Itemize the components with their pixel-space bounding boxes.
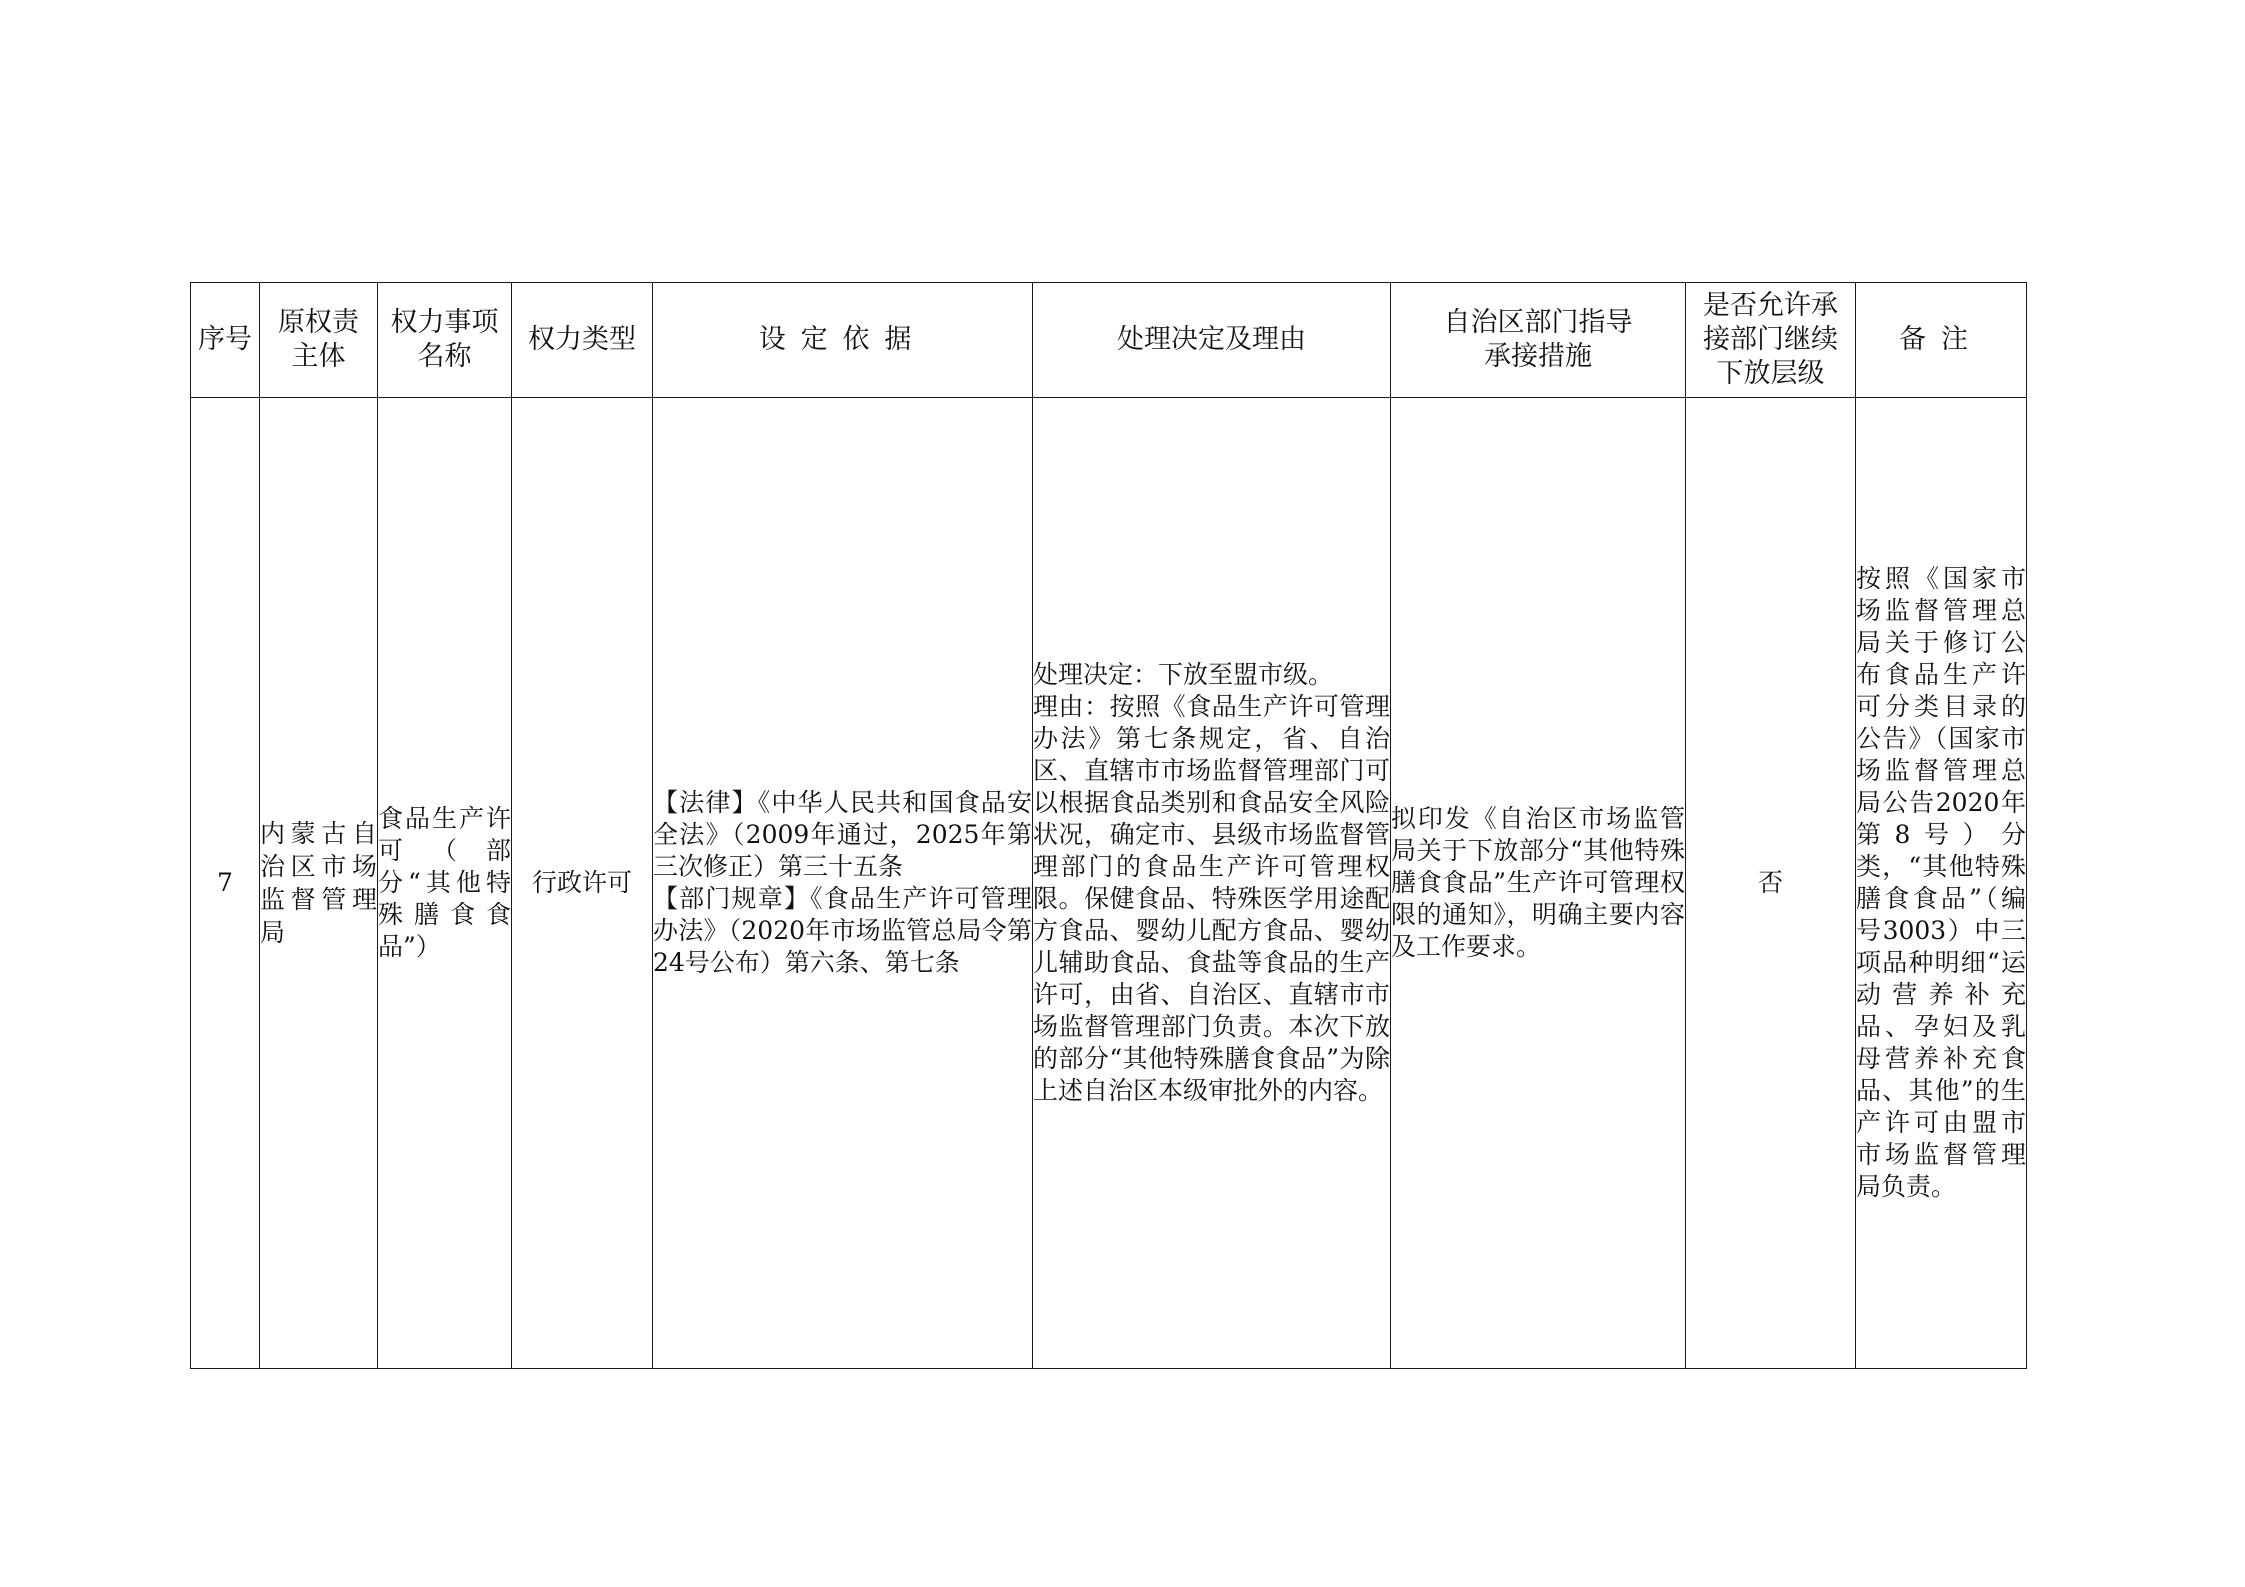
cell-measures: 拟印发《自治区市场监管局关于下放部分“其他特殊膳食食品”生产许可管理权限的通知》，明确主要内容及工作要求。 bbox=[1391, 398, 1686, 1369]
header-name: 权力事项名称 bbox=[378, 283, 512, 398]
header-basis: 设定依据 bbox=[653, 283, 1033, 398]
table-body bbox=[191, 398, 2027, 1369]
header-row bbox=[191, 283, 2027, 398]
basis-law: 【法律】《中华人民共和国食品安全法》（2009年通过，2025年第三次修正）第三十五条 bbox=[653, 788, 1032, 881]
decision-text: 处理决定：下放至盟市级。 bbox=[1033, 660, 1334, 689]
cell-seq: 7 bbox=[191, 398, 260, 1369]
header-allow-delegate: 是否允许承接部门继续下放层级 bbox=[1686, 283, 1856, 398]
header-decision: 处理决定及理由 bbox=[1033, 283, 1391, 398]
header-remarks: 备注 bbox=[1856, 283, 2027, 398]
cell-subject: 内蒙古自治区市场监督管理局 bbox=[260, 398, 378, 1369]
table-header bbox=[191, 283, 2027, 398]
cell-type: 行政许可 bbox=[512, 398, 653, 1369]
header-measures: 自治区部门指导承接措施 bbox=[1391, 283, 1686, 398]
cell-remarks: 按照《国家市场监督管理总局关于修订公布食品生产许可分类目录的公告》（国家市场监督管理总局公告2020年第8号）分类，“其他特殊膳食食品”（编号3003）中三项品种明细“运动营养补充品、孕妇及乳母营养补充食品、其他”的生产许可由盟市市场监督管理局负责。 bbox=[1856, 398, 2027, 1369]
header-seq: 序号 bbox=[191, 283, 260, 398]
header-subject: 原权责主体 bbox=[260, 283, 378, 398]
cell-allow-delegate: 否 bbox=[1686, 398, 1856, 1369]
decision-reason: 理由：按照《食品生产许可管理办法》第七条规定，省、自治区、直辖市市场监督管理部门可以根据食品类别和食品安全风险状况，确定市、县级市场监督管理部门的食品生产许可管理权限。保健食品、特殊医学用途配方食品、婴幼儿配方食品、婴幼儿辅助食品、食盐等食品的生产许可，由省、自治区、直辖市市场监督管理部门负责。本次下放的部分“其他特殊膳食食品”为除上述自治区本级审批外的内容。 bbox=[1033, 692, 1390, 1105]
basis-regulation: 【部门规章】《食品生产许可管理办法》（2020年市场监管总局令第24号公布）第六条、第七条 bbox=[653, 884, 1032, 977]
cell-name: 食品生产许可（部分“其他特殊膳食食品”） bbox=[378, 398, 512, 1369]
table-row bbox=[191, 398, 2027, 1369]
cell-decision bbox=[1033, 398, 1391, 1369]
power-list-table bbox=[190, 282, 2027, 1369]
header-type: 权力类型 bbox=[512, 283, 653, 398]
cell-basis bbox=[653, 398, 1033, 1369]
